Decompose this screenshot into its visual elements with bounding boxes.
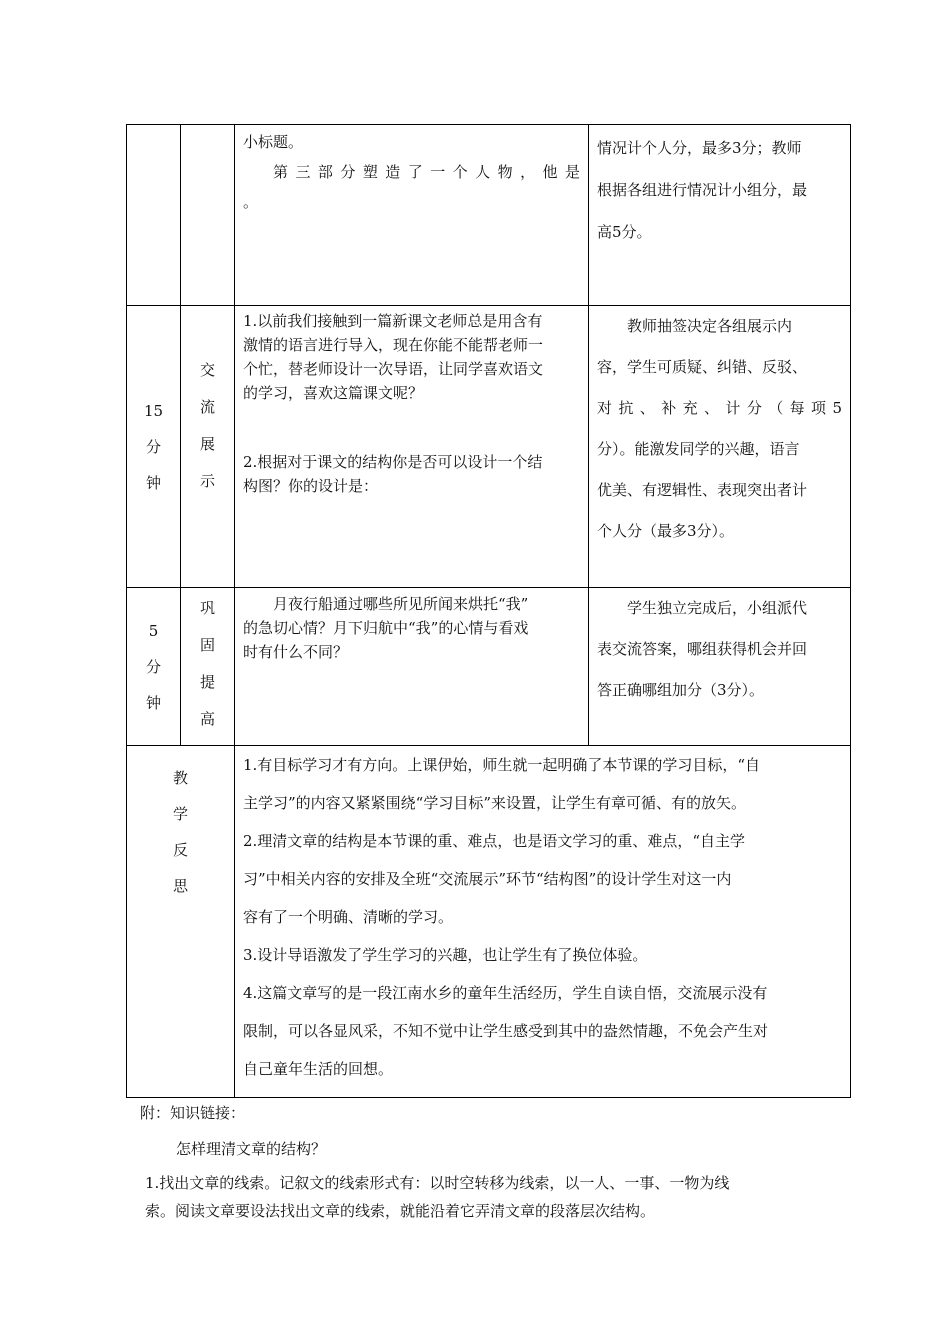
time-char: 钟 bbox=[145, 473, 161, 492]
time-cell bbox=[127, 588, 181, 746]
reflection-char: 反 bbox=[172, 841, 188, 859]
evaluation-line: 教师抽签决定各组展示内 bbox=[627, 317, 793, 335]
activity-line: 的学习，喜欢这篇课文呢？ bbox=[243, 384, 424, 402]
table-row-reflection bbox=[127, 746, 851, 1098]
phase-cell-empty bbox=[181, 125, 235, 306]
phase-char: 展 bbox=[199, 435, 215, 453]
evaluation-line: 个人分（最多3分）。 bbox=[597, 522, 735, 540]
activity-line: 个忙，替老师设计一次导语，让同学喜欢语文 bbox=[243, 360, 544, 378]
time-char: 钟 bbox=[145, 693, 161, 712]
reflection-line: 自己童年生活的回想。 bbox=[243, 1060, 394, 1078]
reflection-label-cell bbox=[127, 746, 235, 1098]
reflection-line: 1.有目标学习才有方向。上课伊始，师生就一起明确了本节课的学习目标，“自 bbox=[243, 756, 760, 774]
phase-char: 提 bbox=[199, 673, 215, 691]
activity-line: 2.根据对于课文的结构你是否可以设计一个结 bbox=[243, 453, 543, 471]
evaluation-cell bbox=[589, 306, 851, 588]
reflection-content-cell bbox=[235, 746, 851, 1098]
activity-cell bbox=[235, 125, 589, 306]
phase-cell bbox=[181, 588, 235, 746]
activity-cell bbox=[235, 588, 589, 746]
appendix-line: 1.找出文章的线索。记叙文的线索形式有：以时空转移为线索，以一人、一事、一物为线 bbox=[145, 1174, 730, 1192]
activity-line: 时有什么不同？ bbox=[243, 643, 349, 661]
activity-line: 构图？你的设计是： bbox=[243, 477, 379, 495]
activity-line: 激情的语言进行导入，现在你能不能帮老师一 bbox=[243, 336, 544, 354]
evaluation-cell bbox=[589, 125, 851, 306]
phase-cell bbox=[181, 306, 235, 588]
reflection-line: 主学习”的内容又紧紧围绕“学习目标”来设置，让学生有章可循、有的放矢。 bbox=[243, 794, 747, 812]
reflection-char: 教 bbox=[172, 769, 188, 787]
appendix-question: 怎样理清文章的结构？ bbox=[176, 1140, 327, 1158]
evaluation-line: 根据各组进行情况计小组分，最 bbox=[597, 181, 808, 199]
activity-line: 的急切心情？月下归航中“我”的心情与看戏 bbox=[243, 619, 529, 637]
reflection-line: 4.这篇文章写的是一段江南水乡的童年生活经历，学生自读自悟，交流展示没有 bbox=[243, 984, 768, 1002]
evaluation-line: 表交流答案，哪组获得机会并回 bbox=[597, 640, 808, 658]
table-row-continuation bbox=[127, 125, 851, 306]
evaluation-line: 优美、有逻辑性、表现突出者计 bbox=[597, 481, 808, 499]
evaluation-line: 容，学生可质疑、纠错、反驳、 bbox=[597, 358, 808, 376]
evaluation-line: 分）。能激发同学的兴趣，语言 bbox=[597, 440, 800, 458]
activity-line: 。 bbox=[243, 193, 259, 211]
reflection-char: 思 bbox=[172, 877, 188, 895]
evaluation-line: 情况计个人分，最多3分；教师 bbox=[597, 139, 802, 157]
reflection-line: 3.设计导语激发了学生学习的兴趣，也让学生有了换位体验。 bbox=[243, 946, 648, 964]
appendix-paragraph bbox=[145, 1170, 729, 1224]
activity-line: 第三部分塑造了一个人物，他是 bbox=[273, 163, 580, 181]
reflection-line: 容有了一个明确、清晰的学习。 bbox=[243, 908, 454, 926]
reflection-line: 2.理清文章的结构是本节课的重、难点，也是语文学习的重、难点，“自主学 bbox=[243, 832, 745, 850]
lesson-plan-table bbox=[126, 124, 851, 1098]
reflection-line: 限制，可以各显风采，不知不觉中让学生感受到其中的盎然情趣，不免会产生对 bbox=[243, 1022, 769, 1040]
reflection-char: 学 bbox=[172, 805, 188, 823]
time-char: 分 bbox=[145, 657, 161, 676]
phase-char: 巩 bbox=[199, 599, 215, 617]
phase-char: 交 bbox=[199, 361, 215, 379]
activity-cell bbox=[235, 306, 589, 588]
time-char: 分 bbox=[145, 437, 161, 456]
activity-line: 小标题。 bbox=[243, 133, 304, 151]
phase-char: 高 bbox=[199, 710, 215, 728]
appendix-heading: 附：知识链接： bbox=[140, 1104, 246, 1122]
activity-line: 月夜行船通过哪些所见所闻来烘托“我” bbox=[273, 595, 529, 613]
evaluation-line: 学生独立完成后，小组派代 bbox=[627, 599, 808, 617]
evaluation-line: 答正确哪组加分（3分）。 bbox=[597, 681, 765, 699]
time-cell-empty bbox=[127, 125, 181, 306]
time-cell bbox=[127, 306, 181, 588]
phase-char: 示 bbox=[199, 472, 215, 490]
evaluation-line: 高5分。 bbox=[597, 223, 652, 241]
time-char: 15 bbox=[143, 401, 164, 420]
reflection-line: 习”中相关内容的安排及全班“交流展示”环节“结构图”的设计学生对这一内 bbox=[243, 870, 732, 888]
activity-line: 1.以前我们接触到一篇新课文老师总是用含有 bbox=[243, 312, 543, 330]
phase-char: 流 bbox=[199, 398, 215, 416]
time-char: 5 bbox=[148, 621, 159, 640]
evaluation-cell bbox=[589, 588, 851, 746]
appendix-line: 索。阅读文章要设法找出文章的线索，就能沿着它弄清文章的段落层次结构。 bbox=[145, 1202, 656, 1220]
phase-char: 固 bbox=[199, 636, 215, 654]
table-row-consolidate bbox=[127, 588, 851, 746]
evaluation-line: 对抗、补充、计分（每项5 bbox=[597, 399, 842, 417]
table-row-exchange bbox=[127, 306, 851, 588]
